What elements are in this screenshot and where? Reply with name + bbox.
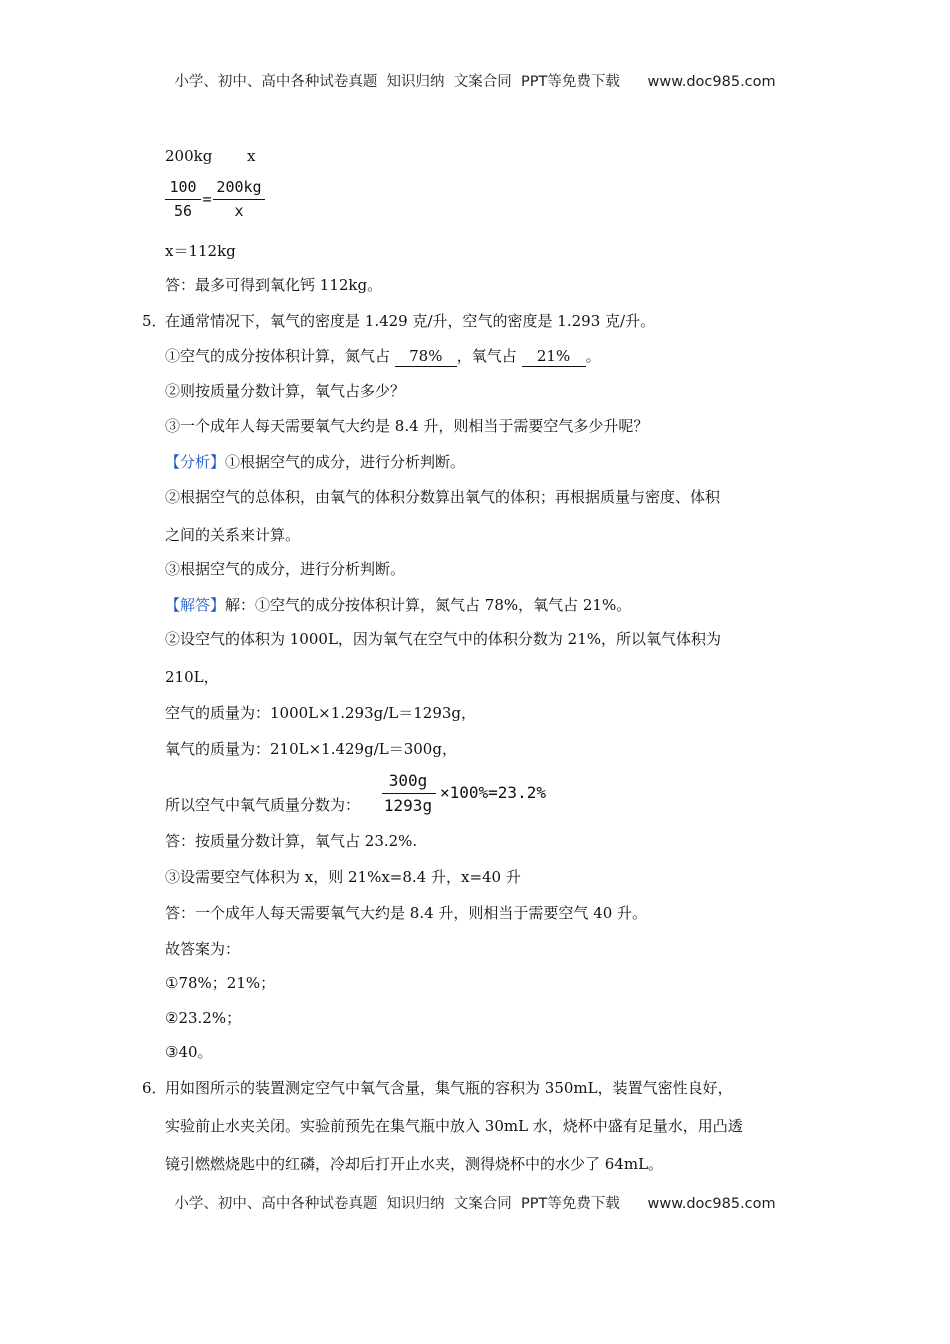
q5-part-2: ②则按质量分数计算，氧气占多少？ bbox=[165, 382, 406, 400]
solution-line-2b: 210L， bbox=[165, 668, 219, 686]
answer-blank-nitrogen: 78% bbox=[395, 346, 457, 367]
fraction-numerator: 100 bbox=[169, 178, 197, 196]
solution-line-2a: ②设空气的体积为 1000L，因为氧气在空气中的体积分数为 21%，所以氧气体积为 bbox=[165, 630, 722, 648]
final-answer-1: ①78%；21%； bbox=[165, 974, 276, 992]
calc-row-x: x bbox=[247, 147, 256, 165]
mass-fraction-denominator: 1293g bbox=[383, 796, 433, 815]
mass-fraction-tail: ×100%=23.2% bbox=[440, 783, 546, 802]
fraction-denominator-2: x bbox=[234, 202, 244, 220]
question-5-stem: 在通常情况下，氧气的密度是 1.429 克/升，空气的密度是 1.293 克/升。 bbox=[165, 312, 656, 330]
air-mass-line: 空气的质量为：1000L×1.293g/L＝1293g， bbox=[165, 704, 477, 722]
question-6-line-1: 用如图所示的装置测定空气中氧气含量，集气瓶的容积为 350mL，装置气密性良好， bbox=[165, 1079, 733, 1097]
calc-result: x＝112kg bbox=[165, 242, 236, 260]
mass-fraction-numerator: 300g bbox=[388, 771, 428, 790]
page-header: 小学、初中、高中各种试卷真题 知识归纳 文案合同 PPT等免费下载 www.doc985.com bbox=[174, 74, 776, 90]
solution-line-3: ③设需要空气体积为 x，则 21%x=8.4 升，x=40 升 bbox=[165, 868, 521, 886]
equals-sign: = bbox=[202, 190, 212, 208]
question-6-line-2: 实验前止水夹关闭。实验前预先在集气瓶中放入 30mL 水，烧杯中盛有足量水，用凸透 bbox=[165, 1117, 743, 1135]
solution-line-1: 【解答】解：①空气的成分按体积计算，氮气占 78%，氧气占 21%。 bbox=[165, 596, 632, 614]
calc-answer: 答：最多可得到氧化钙 112kg。 bbox=[165, 276, 383, 294]
question-5-number: 5． bbox=[142, 312, 167, 330]
answer-2: 答：按质量分数计算，氧气占 23.2%. bbox=[165, 832, 418, 850]
analysis-line-2b: 之间的关系来计算。 bbox=[165, 526, 301, 544]
analysis-tag: 【分析】 bbox=[165, 453, 226, 471]
solution-tag: 【解答】 bbox=[165, 596, 226, 614]
question-6-line-3: 镜引燃燃烧匙中的红磷，冷却后打开止水夹，测得烧杯中的水少了 64mL。 bbox=[165, 1155, 664, 1173]
q5-part-3: ③一个成年人每天需要氧气大约是 8.4 升，则相当于需要空气多少升呢？ bbox=[165, 417, 649, 435]
fraction-numerator-2: 200kg bbox=[216, 178, 262, 196]
mass-fraction bbox=[380, 771, 570, 817]
question-6-number: 6． bbox=[142, 1079, 167, 1097]
fraction-denominator: 56 bbox=[173, 202, 193, 220]
answer-3: 答：一个成年人每天需要氧气大约是 8.4 升，则相当于需要空气 40 升。 bbox=[165, 904, 648, 922]
fraction-label: 所以空气中氧气质量分数为： bbox=[165, 796, 361, 814]
analysis-line-3: ③根据空气的成分，进行分析判断。 bbox=[165, 560, 406, 578]
analysis-line-1: 【分析】①根据空气的成分，进行分析判断。 bbox=[165, 453, 466, 471]
answer-blank-oxygen: 21% bbox=[522, 346, 586, 367]
q5-part-1: ①空气的成分按体积计算，氮气占 78% ，氧气占 21% 。 bbox=[165, 347, 601, 365]
page-footer: 小学、初中、高中各种试卷真题 知识归纳 文案合同 PPT等免费下载 www.doc985.com bbox=[174, 1196, 776, 1212]
final-answer-label: 故答案为： bbox=[165, 940, 241, 958]
oxygen-mass-line: 氧气的质量为：210L×1.429g/L＝300g， bbox=[165, 740, 457, 758]
final-answer-2: ②23.2%； bbox=[165, 1009, 242, 1027]
calc-row-label: 200kg bbox=[165, 147, 213, 165]
proportion-fraction bbox=[165, 178, 275, 222]
analysis-line-2a: ②根据空气的总体积，由氧气的体积分数算出氧气的体积；再根据质量与密度、体积 bbox=[165, 488, 721, 506]
final-answer-3: ③40。 bbox=[165, 1043, 213, 1061]
